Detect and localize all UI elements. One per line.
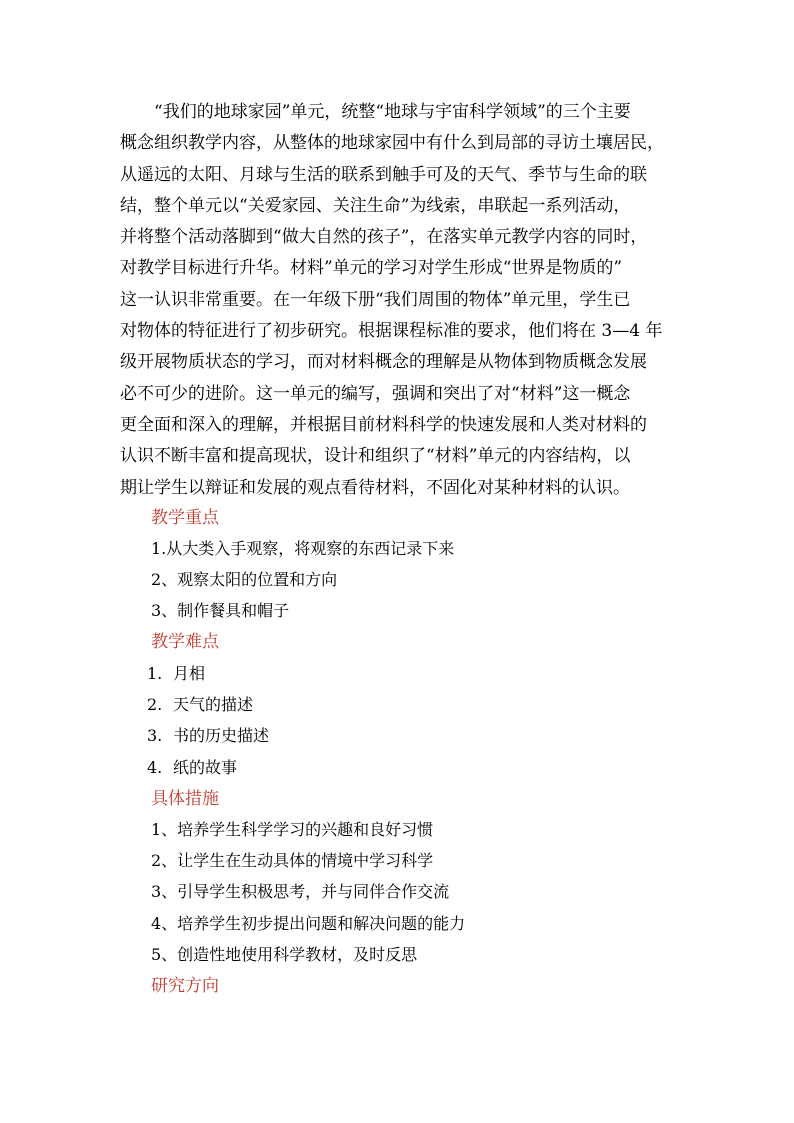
section-heading-research: 研究方向 [151, 976, 219, 996]
section-heading-measures: 具体措施 [151, 789, 219, 809]
difficulty-text: 书的历史描述 [173, 726, 270, 745]
intro-paragraph [120, 97, 700, 504]
intro-line: 更全面和深入的理解，并根据目前材料科学的快速发展和人类对材料的 [120, 414, 647, 435]
measure-item: 4、培养学生初步提出问题和解决问题的能力 [151, 914, 466, 933]
key-point-item: 1.从大类入手观察，将观察的东西记录下来 [151, 539, 455, 558]
intro-line: 这一认识非常重要。在一年级下册“我们周围的物体”单元里，学生已 [120, 289, 631, 310]
measure-item: 5、创造性地使用科学教材，及时反思 [151, 945, 418, 964]
key-point-item: 3、制作餐具和帽子 [151, 601, 290, 620]
difficulty-text: 月相 [173, 664, 206, 683]
difficulty-item [147, 756, 237, 780]
intro-line: 并将整个活动落脚到“做大自然的孩子”，在落实单元教学内容的同时， [120, 227, 648, 248]
measure-item: 3、引导学生积极思考，并与同伴合作交流 [151, 882, 450, 901]
difficulty-text: 天气的描述 [173, 695, 254, 714]
key-point-item: 2、观察太阳的位置和方向 [151, 570, 338, 589]
intro-line: “我们的地球家园”单元，统整“地球与宇宙科学领域”的三个主要 [120, 102, 631, 122]
section-heading-difficulties: 教学难点 [151, 632, 219, 652]
difficulty-number: 1. [147, 664, 163, 683]
difficulty-number: 3. [147, 726, 163, 745]
section-heading-key-points: 教学重点 [151, 508, 219, 528]
intro-line: 对教学目标进行升华。材料”单元的学习对学生形成“世界是物质的” [120, 258, 623, 279]
measure-item: 2、让学生在生动具体的情境中学习科学 [151, 851, 434, 870]
measure-item: 1、培养学生科学学习的兴趣和良好习惯 [151, 820, 434, 839]
intro-line: 结，整个单元以“关爱家园、关注生命”为线索，串联起一系列活动， [120, 195, 631, 216]
intro-line: 认识不断丰富和提高现状，设计和组织了“材料”单元的内容结构，以 [120, 446, 631, 467]
intro-line: 必不可少的进阶。这一单元的编写，强调和突出了对“材料”这一概念 [120, 383, 631, 404]
intro-line: 从遥远的太阳、月球与生活的联系到触手可及的天气、季节与生命的联 [120, 164, 647, 185]
difficulty-number: 2. [147, 695, 163, 714]
intro-line: 期让学生以辩证和发展的观点看待材料，不固化对某种材料的认识。 [120, 477, 630, 498]
difficulty-item [147, 693, 253, 717]
difficulty-item [147, 724, 269, 748]
intro-line: 级开展物质状态的学习，而对材料概念的理解是从物体到物质概念发展 [120, 352, 647, 373]
intro-line: 概念组织教学内容，从整体的地球家园中有什么到局部的寻访土壤居民， [120, 133, 664, 154]
intro-line: 对物体的特征进行了初步研究。根据课程标准的要求，他们将在 3—4 年 [120, 321, 663, 342]
difficulty-text: 纸的故事 [173, 758, 238, 777]
difficulty-item [147, 662, 205, 686]
difficulty-number: 4. [147, 758, 163, 777]
